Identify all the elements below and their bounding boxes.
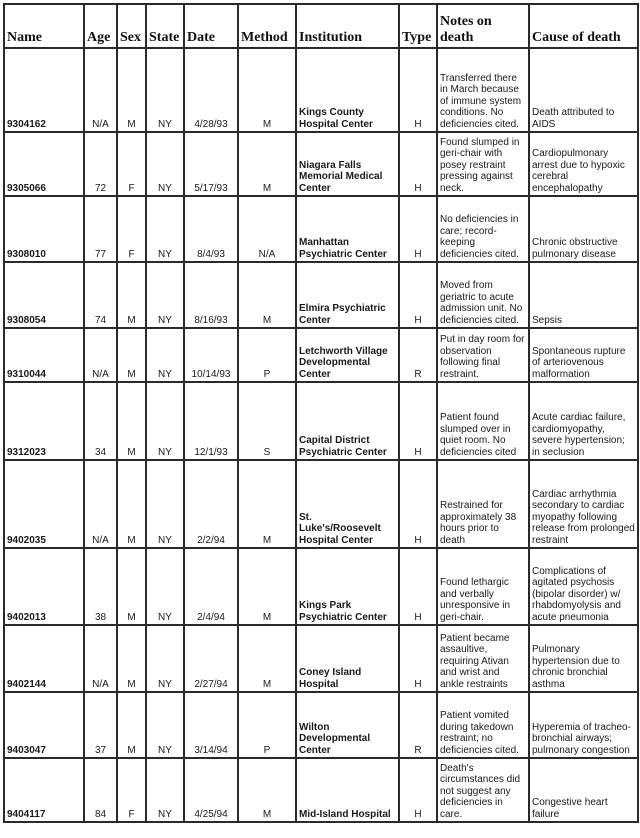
cell-institution: Capital District Psychiatric Center <box>296 382 399 460</box>
cell-date: 3/14/94 <box>184 692 238 758</box>
cell-institution: Coney Island Hospital <box>296 625 399 692</box>
cell-state: NY <box>146 196 184 262</box>
cell-state: NY <box>146 758 184 822</box>
cell-date: 5/17/93 <box>184 132 238 196</box>
header-state: State <box>146 4 184 48</box>
cell-type: H <box>399 196 437 262</box>
cell-sex: M <box>117 548 146 625</box>
cell-date: 8/16/93 <box>184 262 238 328</box>
cell-method: S <box>238 382 296 460</box>
table-row <box>4 132 638 196</box>
cell-institution: Kings Park Psychiatric Center <box>296 548 399 625</box>
cell-name: 9305066 <box>4 132 84 196</box>
cell-date: 8/4/93 <box>184 196 238 262</box>
cell-age: N/A <box>84 460 117 548</box>
cell-cause: Cardiopulmonary arrest due to hypoxic cerebral encephalopathy <box>529 132 638 196</box>
cell-method: M <box>238 132 296 196</box>
cell-type: R <box>399 692 437 758</box>
cell-sex: F <box>117 132 146 196</box>
table-row <box>4 196 638 262</box>
cell-notes: Patient vomited during takedown restraint; no deficiencies cited. <box>437 692 529 758</box>
cell-method: M <box>238 548 296 625</box>
cell-notes: Put in day room for observation following final restraint. <box>437 328 529 382</box>
header-date: Date <box>184 4 238 48</box>
cell-age: 77 <box>84 196 117 262</box>
cell-type: H <box>399 625 437 692</box>
cell-institution: Manhattan Psychiatric Center <box>296 196 399 262</box>
cell-institution: St. Luke's/Roosevelt Hospital Center <box>296 460 399 548</box>
cell-sex: M <box>117 625 146 692</box>
cell-name: 9402144 <box>4 625 84 692</box>
cell-name: 9402035 <box>4 460 84 548</box>
table-row <box>4 625 638 692</box>
cell-age: N/A <box>84 48 117 132</box>
table-row <box>4 460 638 548</box>
header-method: Method <box>238 4 296 48</box>
cell-type: H <box>399 460 437 548</box>
cell-cause: Complications of agitated psychosis (bipolar disorder) w/ rhabdomyolysis and acute pneumonia <box>529 548 638 625</box>
header-institution: Institution <box>296 4 399 48</box>
cell-age: 38 <box>84 548 117 625</box>
cell-notes: Restrained for approximately 38 hours prior to death <box>437 460 529 548</box>
cell-method: N/A <box>238 196 296 262</box>
cell-institution: Letchworth Village Developmental Center <box>296 328 399 382</box>
table-row <box>4 262 638 328</box>
cell-type: R <box>399 328 437 382</box>
header-name: Name <box>4 4 84 48</box>
cell-institution: Niagara Falls Memorial Medical Center <box>296 132 399 196</box>
cell-name: 9310044 <box>4 328 84 382</box>
cell-date: 2/27/94 <box>184 625 238 692</box>
cell-institution: Kings County Hospital Center <box>296 48 399 132</box>
cell-date: 2/2/94 <box>184 460 238 548</box>
cell-notes: No deficiencies in care; record-keeping deficiencies cited. <box>437 196 529 262</box>
cell-state: NY <box>146 132 184 196</box>
cell-age: 37 <box>84 692 117 758</box>
cell-institution: Mid-Island Hospital <box>296 758 399 822</box>
cell-sex: M <box>117 328 146 382</box>
cell-type: H <box>399 132 437 196</box>
cell-notes: Moved from geriatric to acute admission unit. No deficiencies cited. <box>437 262 529 328</box>
cell-sex: F <box>117 196 146 262</box>
table-row <box>4 548 638 625</box>
header-cause: Cause of death <box>529 4 638 48</box>
header-row <box>4 4 638 48</box>
cell-date: 12/1/93 <box>184 382 238 460</box>
document-page <box>0 3 640 838</box>
table-row <box>4 692 638 758</box>
table-row <box>4 758 638 822</box>
cell-type: H <box>399 48 437 132</box>
cell-notes: Found lethargic and verbally unresponsive in geri-chair. <box>437 548 529 625</box>
cell-sex: M <box>117 460 146 548</box>
table-row <box>4 48 638 132</box>
cell-institution: Elmira Psychiatric Center <box>296 262 399 328</box>
cell-state: NY <box>146 460 184 548</box>
cell-sex: M <box>117 48 146 132</box>
cell-date: 2/4/94 <box>184 548 238 625</box>
cell-cause: Cardiac arrhythmia secondary to cardiac myopathy following release from prolonged restraint <box>529 460 638 548</box>
cell-cause: Hyperemia of tracheo-bronchial airways; pulmonary congestion <box>529 692 638 758</box>
cell-method: P <box>238 328 296 382</box>
cell-notes: Transferred there in March because of immune system conditions. No deficiencies cited. <box>437 48 529 132</box>
cell-name: 9403047 <box>4 692 84 758</box>
cell-date: 4/25/94 <box>184 758 238 822</box>
cell-type: H <box>399 758 437 822</box>
cell-sex: M <box>117 262 146 328</box>
table-row <box>4 328 638 382</box>
header-sex: Sex <box>117 4 146 48</box>
cell-method: M <box>238 48 296 132</box>
cell-notes: Patient became assaultive, requiring Ativan and wrist and ankle restraints <box>437 625 529 692</box>
cell-age: 84 <box>84 758 117 822</box>
cell-notes: Found slumped in geri-chair with posey restraint pressing against neck. <box>437 132 529 196</box>
cell-name: 9312023 <box>4 382 84 460</box>
cell-date: 10/14/93 <box>184 328 238 382</box>
cell-age: N/A <box>84 625 117 692</box>
cell-sex: M <box>117 382 146 460</box>
cell-cause: Death attributed to AIDS <box>529 48 638 132</box>
header-age: Age <box>84 4 117 48</box>
cell-date: 4/28/93 <box>184 48 238 132</box>
cell-type: H <box>399 382 437 460</box>
cell-institution: Wilton Developmental Center <box>296 692 399 758</box>
cell-method: M <box>238 460 296 548</box>
cell-method: M <box>238 625 296 692</box>
cell-cause: Chronic obstructive pulmonary disease <box>529 196 638 262</box>
cell-cause: Acute cardiac failure, cardiomyopathy, severe hypertension; in seclusion <box>529 382 638 460</box>
cell-name: 9308054 <box>4 262 84 328</box>
restraint-deaths-table <box>3 3 639 823</box>
cell-type: H <box>399 548 437 625</box>
cell-method: M <box>238 262 296 328</box>
cell-name: 9304162 <box>4 48 84 132</box>
cell-cause: Congestive heart failure <box>529 758 638 822</box>
cell-notes: Death's circumstances did not suggest any deficiencies in care. <box>437 758 529 822</box>
cell-age: 72 <box>84 132 117 196</box>
cell-name: 9404117 <box>4 758 84 822</box>
cell-cause: Spontaneous rupture of arteriovenous malformation <box>529 328 638 382</box>
cell-method: P <box>238 692 296 758</box>
cell-state: NY <box>146 548 184 625</box>
header-type: Type <box>399 4 437 48</box>
cell-age: 74 <box>84 262 117 328</box>
cell-sex: M <box>117 692 146 758</box>
cell-cause: Pulmonary hypertension due to chronic bronchial asthma <box>529 625 638 692</box>
cell-state: NY <box>146 382 184 460</box>
cell-age: N/A <box>84 328 117 382</box>
cell-cause: Sepsis <box>529 262 638 328</box>
cell-name: 9308010 <box>4 196 84 262</box>
cell-state: NY <box>146 692 184 758</box>
cell-notes: Patient found slumped over in quiet room. No deficiencies cited <box>437 382 529 460</box>
cell-state: NY <box>146 48 184 132</box>
cell-method: M <box>238 758 296 822</box>
cell-state: NY <box>146 328 184 382</box>
cell-age: 34 <box>84 382 117 460</box>
cell-sex: F <box>117 758 146 822</box>
cell-state: NY <box>146 262 184 328</box>
cell-name: 9402013 <box>4 548 84 625</box>
table-row <box>4 382 638 460</box>
cell-type: H <box>399 262 437 328</box>
cell-state: NY <box>146 625 184 692</box>
header-notes: Notes on death <box>437 4 529 48</box>
